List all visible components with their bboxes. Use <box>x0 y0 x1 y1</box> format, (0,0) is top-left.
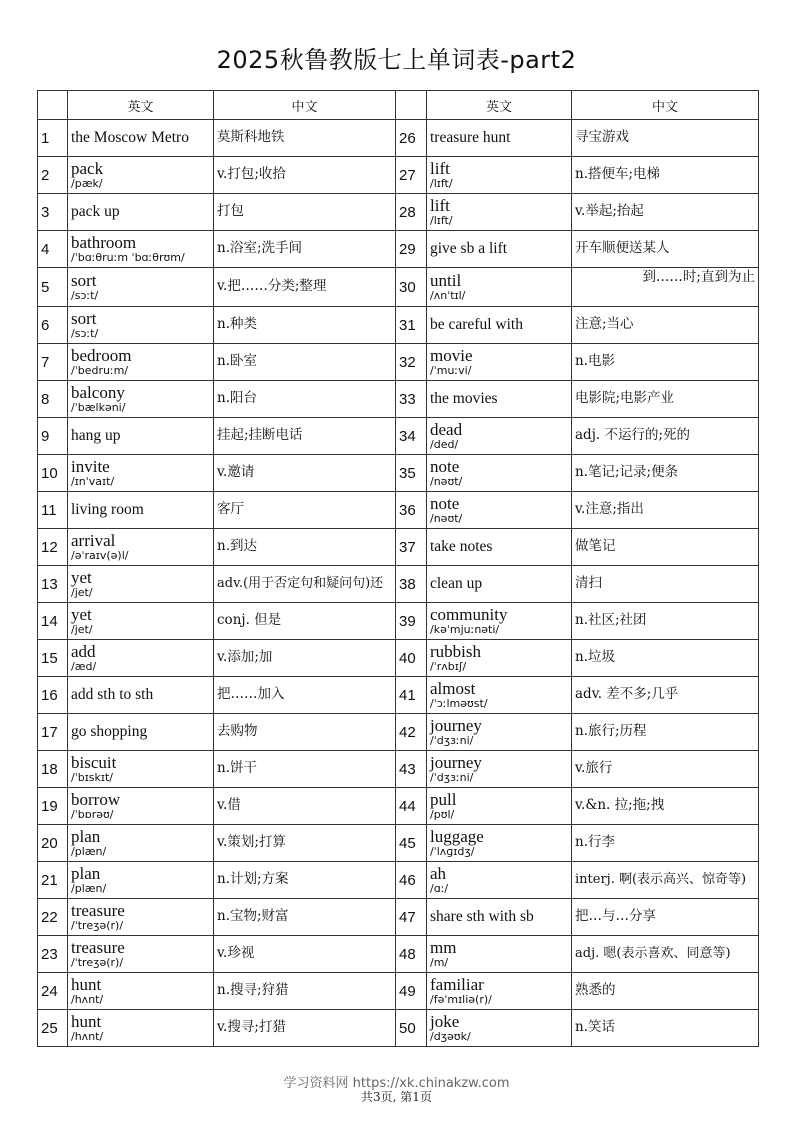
chinese-meaning: 挂起;挂断电话 <box>214 418 396 455</box>
chinese-meaning: adj. 嗯(表示喜欢、同意等) <box>572 936 759 973</box>
row-number: 26 <box>396 120 427 157</box>
english-cell <box>427 788 572 825</box>
row-number: 44 <box>396 788 427 825</box>
table-row <box>38 603 759 640</box>
english-cell <box>68 455 214 492</box>
chinese-meaning: 把…与…分享 <box>572 899 759 936</box>
chinese-meaning: 把……加入 <box>214 677 396 714</box>
chinese-meaning: v.策划;打算 <box>214 825 396 862</box>
row-number: 28 <box>396 194 427 231</box>
row-number: 14 <box>38 603 68 640</box>
row-number: 2 <box>38 157 68 194</box>
english-cell <box>68 381 214 418</box>
english-cell <box>68 1010 214 1047</box>
english-word: invite <box>71 457 110 477</box>
chinese-meaning: 做笔记 <box>572 529 759 566</box>
english-cell <box>427 529 572 566</box>
english-word: hunt <box>71 975 102 995</box>
phonetic-transcription: /æd/ <box>71 660 97 674</box>
phonetic-transcription: /hʌnt/ <box>71 993 104 1007</box>
row-number: 30 <box>396 268 427 307</box>
chinese-meaning: n.到达 <box>214 529 396 566</box>
phonetic-transcription: /ˈɔːlməʊst/ <box>430 697 488 711</box>
english-word: mm <box>430 938 457 958</box>
chinese-meaning: n.饼干 <box>214 751 396 788</box>
chinese-meaning: n.卧室 <box>214 344 396 381</box>
english-word: treasure <box>71 901 125 921</box>
english-word: lift <box>430 196 450 216</box>
phonetic-transcription: /əˈraɪv(ə)l/ <box>71 549 129 563</box>
phonetic-transcription: /pæk/ <box>71 177 103 191</box>
english-word: biscuit <box>71 753 117 773</box>
english-word: pull <box>430 790 457 810</box>
english-word: clean up <box>430 574 483 592</box>
english-cell <box>68 344 214 381</box>
table-row <box>38 973 759 1010</box>
row-number: 31 <box>396 307 427 344</box>
english-word: rubbish <box>430 642 481 662</box>
chinese-meaning: n.浴室;洗手间 <box>214 231 396 268</box>
phonetic-transcription: /ˈtreʒə(r)/ <box>71 919 124 933</box>
row-number: 17 <box>38 714 68 751</box>
phonetic-transcription: /lɪft/ <box>430 177 453 191</box>
english-cell <box>68 566 214 603</box>
table-row <box>38 936 759 973</box>
row-number: 5 <box>38 268 68 307</box>
chinese-meaning: 到……时;直到为止 <box>572 268 759 307</box>
phonetic-transcription: /sɔːt/ <box>71 327 99 341</box>
chinese-meaning: v.邀请 <box>214 455 396 492</box>
chinese-meaning: n.阳台 <box>214 381 396 418</box>
english-word: hunt <box>71 1012 102 1032</box>
english-word: community <box>430 605 508 625</box>
chinese-meaning: v.打包;收拾 <box>214 157 396 194</box>
phonetic-transcription: /m/ <box>430 956 449 970</box>
chinese-meaning: 莫斯科地铁 <box>214 120 396 157</box>
row-number: 32 <box>396 344 427 381</box>
row-number: 37 <box>396 529 427 566</box>
table-row <box>38 344 759 381</box>
chinese-meaning: n.笔记;记录;便条 <box>572 455 759 492</box>
phonetic-transcription: /sɔːt/ <box>71 289 99 303</box>
chinese-meaning: n.行李 <box>572 825 759 862</box>
footer-site: 学习资料网 https://xk.chinakzw.com <box>283 1076 510 1091</box>
english-word: joke <box>430 1012 460 1032</box>
english-cell <box>68 899 214 936</box>
row-number: 34 <box>396 418 427 455</box>
header-num <box>396 91 427 120</box>
phonetic-transcription: /kəˈmjuːnəti/ <box>430 623 500 637</box>
header-english: 英文 <box>427 91 572 120</box>
row-number: 45 <box>396 825 427 862</box>
english-cell <box>427 157 572 194</box>
phonetic-transcription: /ˈtreʒə(r)/ <box>71 956 124 970</box>
english-word: share sth with sb <box>430 907 534 925</box>
english-word: until <box>430 271 462 291</box>
phonetic-transcription: /hʌnt/ <box>71 1030 104 1044</box>
english-cell <box>427 936 572 973</box>
english-word: plan <box>71 827 101 847</box>
row-number: 1 <box>38 120 68 157</box>
phonetic-transcription: /nəʊt/ <box>430 475 463 489</box>
phonetic-transcription: /lɪft/ <box>430 214 453 228</box>
phonetic-transcription: /ˈbɒrəʊ/ <box>71 808 114 822</box>
english-cell <box>68 862 214 899</box>
row-number: 22 <box>38 899 68 936</box>
row-number: 38 <box>396 566 427 603</box>
english-cell <box>427 862 572 899</box>
chinese-meaning: v.搜寻;打猎 <box>214 1010 396 1047</box>
english-word: go shopping <box>71 722 148 740</box>
table-row <box>38 120 759 157</box>
row-number: 21 <box>38 862 68 899</box>
row-number: 49 <box>396 973 427 1010</box>
row-number: 18 <box>38 751 68 788</box>
chinese-meaning: adj. 不运行的;死的 <box>572 418 759 455</box>
english-word: borrow <box>71 790 121 810</box>
phonetic-transcription: /jet/ <box>71 586 93 600</box>
table-row <box>38 307 759 344</box>
row-number: 19 <box>38 788 68 825</box>
chinese-meaning: adv. 差不多;几乎 <box>572 677 759 714</box>
row-number: 20 <box>38 825 68 862</box>
chinese-meaning: n.搭便车;电梯 <box>572 157 759 194</box>
english-word: plan <box>71 864 101 884</box>
english-cell <box>68 307 214 344</box>
chinese-meaning: 打包 <box>214 194 396 231</box>
phonetic-transcription: /ˈmuːvi/ <box>430 364 472 378</box>
table-row <box>38 194 759 231</box>
chinese-meaning: v.珍视 <box>214 936 396 973</box>
english-word: journey <box>430 716 482 736</box>
english-word: lift <box>430 159 450 179</box>
table-row <box>38 566 759 603</box>
english-word: bathroom <box>71 233 137 253</box>
row-number: 25 <box>38 1010 68 1047</box>
row-number: 40 <box>396 640 427 677</box>
english-word: yet <box>71 605 92 625</box>
phonetic-transcription: /jet/ <box>71 623 93 637</box>
row-number: 3 <box>38 194 68 231</box>
row-number: 24 <box>38 973 68 1010</box>
header-english: 英文 <box>68 91 214 120</box>
english-word: hang up <box>71 426 121 444</box>
phonetic-transcription: /dʒəʊk/ <box>430 1030 471 1044</box>
table-row <box>38 492 759 529</box>
english-cell <box>68 231 214 268</box>
english-cell <box>427 455 572 492</box>
english-cell <box>427 899 572 936</box>
table-row <box>38 268 759 307</box>
table-row <box>38 899 759 936</box>
table-row <box>38 677 759 714</box>
english-cell <box>68 640 214 677</box>
phonetic-transcription: /ʌnˈtɪl/ <box>430 289 466 303</box>
chinese-meaning: adv.(用于否定句和疑问句)还 <box>214 566 396 603</box>
english-word: treasure <box>71 938 125 958</box>
row-number: 16 <box>38 677 68 714</box>
row-number: 13 <box>38 566 68 603</box>
row-number: 23 <box>38 936 68 973</box>
table-row <box>38 231 759 268</box>
english-cell <box>68 194 214 231</box>
english-word: note <box>430 457 460 477</box>
row-number: 33 <box>396 381 427 418</box>
english-cell <box>68 418 214 455</box>
english-cell <box>427 566 572 603</box>
chinese-meaning: n.垃圾 <box>572 640 759 677</box>
english-word: treasure hunt <box>430 128 511 146</box>
phonetic-transcription: /plæn/ <box>71 882 107 896</box>
english-word: note <box>430 494 460 514</box>
english-cell <box>427 344 572 381</box>
english-cell <box>427 1010 572 1047</box>
chinese-meaning: v.注意;指出 <box>572 492 759 529</box>
chinese-meaning: 开车顺便送某人 <box>572 231 759 268</box>
phonetic-transcription: /ˈbælkəni/ <box>71 401 126 415</box>
table-row <box>38 714 759 751</box>
row-number: 48 <box>396 936 427 973</box>
english-cell <box>427 307 572 344</box>
header-num <box>38 91 68 120</box>
english-cell <box>427 381 572 418</box>
row-number: 39 <box>396 603 427 640</box>
row-number: 42 <box>396 714 427 751</box>
row-number: 10 <box>38 455 68 492</box>
row-number: 4 <box>38 231 68 268</box>
table-header-row <box>38 91 759 120</box>
phonetic-transcription: /ˈlʌɡɪdʒ/ <box>430 845 475 859</box>
english-cell <box>427 120 572 157</box>
phonetic-transcription: /ˈdʒɜːni/ <box>430 734 474 748</box>
english-cell <box>427 825 572 862</box>
english-word: dead <box>430 420 463 440</box>
english-cell <box>68 751 214 788</box>
table-row <box>38 862 759 899</box>
chinese-meaning: n.电影 <box>572 344 759 381</box>
chinese-meaning: v.把……分类;整理 <box>214 268 396 307</box>
chinese-meaning: interj. 啊(表示高兴、惊奇等) <box>572 862 759 899</box>
chinese-meaning: n.宝物;财富 <box>214 899 396 936</box>
chinese-meaning: n.搜寻;狩猎 <box>214 973 396 1010</box>
english-cell <box>68 973 214 1010</box>
chinese-meaning: 寻宝游戏 <box>572 120 759 157</box>
table-row <box>38 640 759 677</box>
chinese-meaning: conj. 但是 <box>214 603 396 640</box>
english-word: balcony <box>71 383 125 403</box>
english-cell <box>427 603 572 640</box>
english-cell <box>427 640 572 677</box>
row-number: 11 <box>38 492 68 529</box>
table-row <box>38 751 759 788</box>
english-cell <box>68 529 214 566</box>
table-row <box>38 529 759 566</box>
row-number: 35 <box>396 455 427 492</box>
chinese-meaning: v.添加;加 <box>214 640 396 677</box>
phonetic-transcription: /ˈbedruːm/ <box>71 364 129 378</box>
table-row <box>38 1010 759 1047</box>
chinese-meaning: 注意;当心 <box>572 307 759 344</box>
english-cell <box>68 936 214 973</box>
english-word: sort <box>71 309 97 329</box>
phonetic-transcription: /ded/ <box>430 438 459 452</box>
table-row <box>38 418 759 455</box>
english-cell <box>427 268 572 307</box>
row-number: 29 <box>396 231 427 268</box>
row-number: 27 <box>396 157 427 194</box>
phonetic-transcription: /ˈbɪskɪt/ <box>71 771 114 785</box>
english-word: add <box>71 642 96 662</box>
table-row <box>38 825 759 862</box>
english-cell <box>68 492 214 529</box>
english-word: pack <box>71 159 104 179</box>
english-cell <box>68 788 214 825</box>
english-word: almost <box>430 679 476 699</box>
row-number: 41 <box>396 677 427 714</box>
english-cell <box>427 194 572 231</box>
english-word: living room <box>71 500 144 518</box>
chinese-meaning: 客厅 <box>214 492 396 529</box>
chinese-meaning: n.计划;方案 <box>214 862 396 899</box>
english-word: the movies <box>430 389 498 407</box>
chinese-meaning: 去购物 <box>214 714 396 751</box>
english-cell <box>68 714 214 751</box>
phonetic-transcription: /fəˈmɪliə(r)/ <box>430 993 492 1007</box>
english-word: movie <box>430 346 473 366</box>
english-word: take notes <box>430 537 493 555</box>
english-word: arrival <box>71 531 116 551</box>
english-word: sort <box>71 271 97 291</box>
row-number: 46 <box>396 862 427 899</box>
phonetic-transcription: /plæn/ <box>71 845 107 859</box>
chinese-meaning: v.&n. 拉;拖;拽 <box>572 788 759 825</box>
phonetic-transcription: /ˈbɑːθruːm ˈbɑːθrʊm/ <box>71 251 185 265</box>
english-word: familiar <box>430 975 484 995</box>
english-word: be careful with <box>430 315 523 333</box>
row-number: 50 <box>396 1010 427 1047</box>
table-row <box>38 455 759 492</box>
footer-page-number: 共3页, 第1页 <box>361 1090 432 1104</box>
row-number: 9 <box>38 418 68 455</box>
chinese-meaning: v.旅行 <box>572 751 759 788</box>
chinese-meaning: 熟悉的 <box>572 973 759 1010</box>
chinese-meaning: v.借 <box>214 788 396 825</box>
table-row <box>38 788 759 825</box>
english-word: luggage <box>430 827 484 847</box>
english-cell <box>68 157 214 194</box>
english-cell <box>427 492 572 529</box>
chinese-meaning: n.旅行;历程 <box>572 714 759 751</box>
row-number: 8 <box>38 381 68 418</box>
english-cell <box>427 677 572 714</box>
chinese-meaning: n.社区;社团 <box>572 603 759 640</box>
chinese-meaning: n.笑话 <box>572 1010 759 1047</box>
english-word: bedroom <box>71 346 132 366</box>
english-word: the Moscow Metro <box>71 128 189 146</box>
row-number: 36 <box>396 492 427 529</box>
english-cell <box>427 231 572 268</box>
phonetic-transcription: /ɑː/ <box>430 882 449 896</box>
english-cell <box>68 603 214 640</box>
phonetic-transcription: /nəʊt/ <box>430 512 463 526</box>
chinese-meaning: 清扫 <box>572 566 759 603</box>
row-number: 15 <box>38 640 68 677</box>
row-number: 47 <box>396 899 427 936</box>
english-cell <box>427 751 572 788</box>
english-word: give sb a lift <box>430 239 508 257</box>
row-number: 12 <box>38 529 68 566</box>
english-cell <box>427 714 572 751</box>
english-cell <box>68 677 214 714</box>
english-cell <box>427 418 572 455</box>
english-word: add sth to sth <box>71 685 154 703</box>
phonetic-transcription: /ɪnˈvaɪt/ <box>71 475 115 489</box>
chinese-meaning: n.种类 <box>214 307 396 344</box>
page-title: 2025秋鲁教版七上单词表-part2 <box>216 46 577 74</box>
row-number: 7 <box>38 344 68 381</box>
english-word: pack up <box>71 202 120 220</box>
english-cell <box>68 120 214 157</box>
english-word: yet <box>71 568 92 588</box>
vocab-table <box>37 90 759 1047</box>
english-word: ah <box>430 864 447 884</box>
row-number: 6 <box>38 307 68 344</box>
phonetic-transcription: /ˈrʌbɪʃ/ <box>430 660 467 674</box>
english-cell <box>68 268 214 307</box>
table-row <box>38 381 759 418</box>
phonetic-transcription: /ˈdʒɜːni/ <box>430 771 474 785</box>
chinese-meaning: v.举起;抬起 <box>572 194 759 231</box>
chinese-meaning: 电影院;电影产业 <box>572 381 759 418</box>
table-row <box>38 157 759 194</box>
english-cell <box>68 825 214 862</box>
header-chinese: 中文 <box>214 91 396 120</box>
english-cell <box>427 973 572 1010</box>
english-word: journey <box>430 753 482 773</box>
row-number: 43 <box>396 751 427 788</box>
phonetic-transcription: /pʊl/ <box>430 808 455 822</box>
header-chinese: 中文 <box>572 91 759 120</box>
